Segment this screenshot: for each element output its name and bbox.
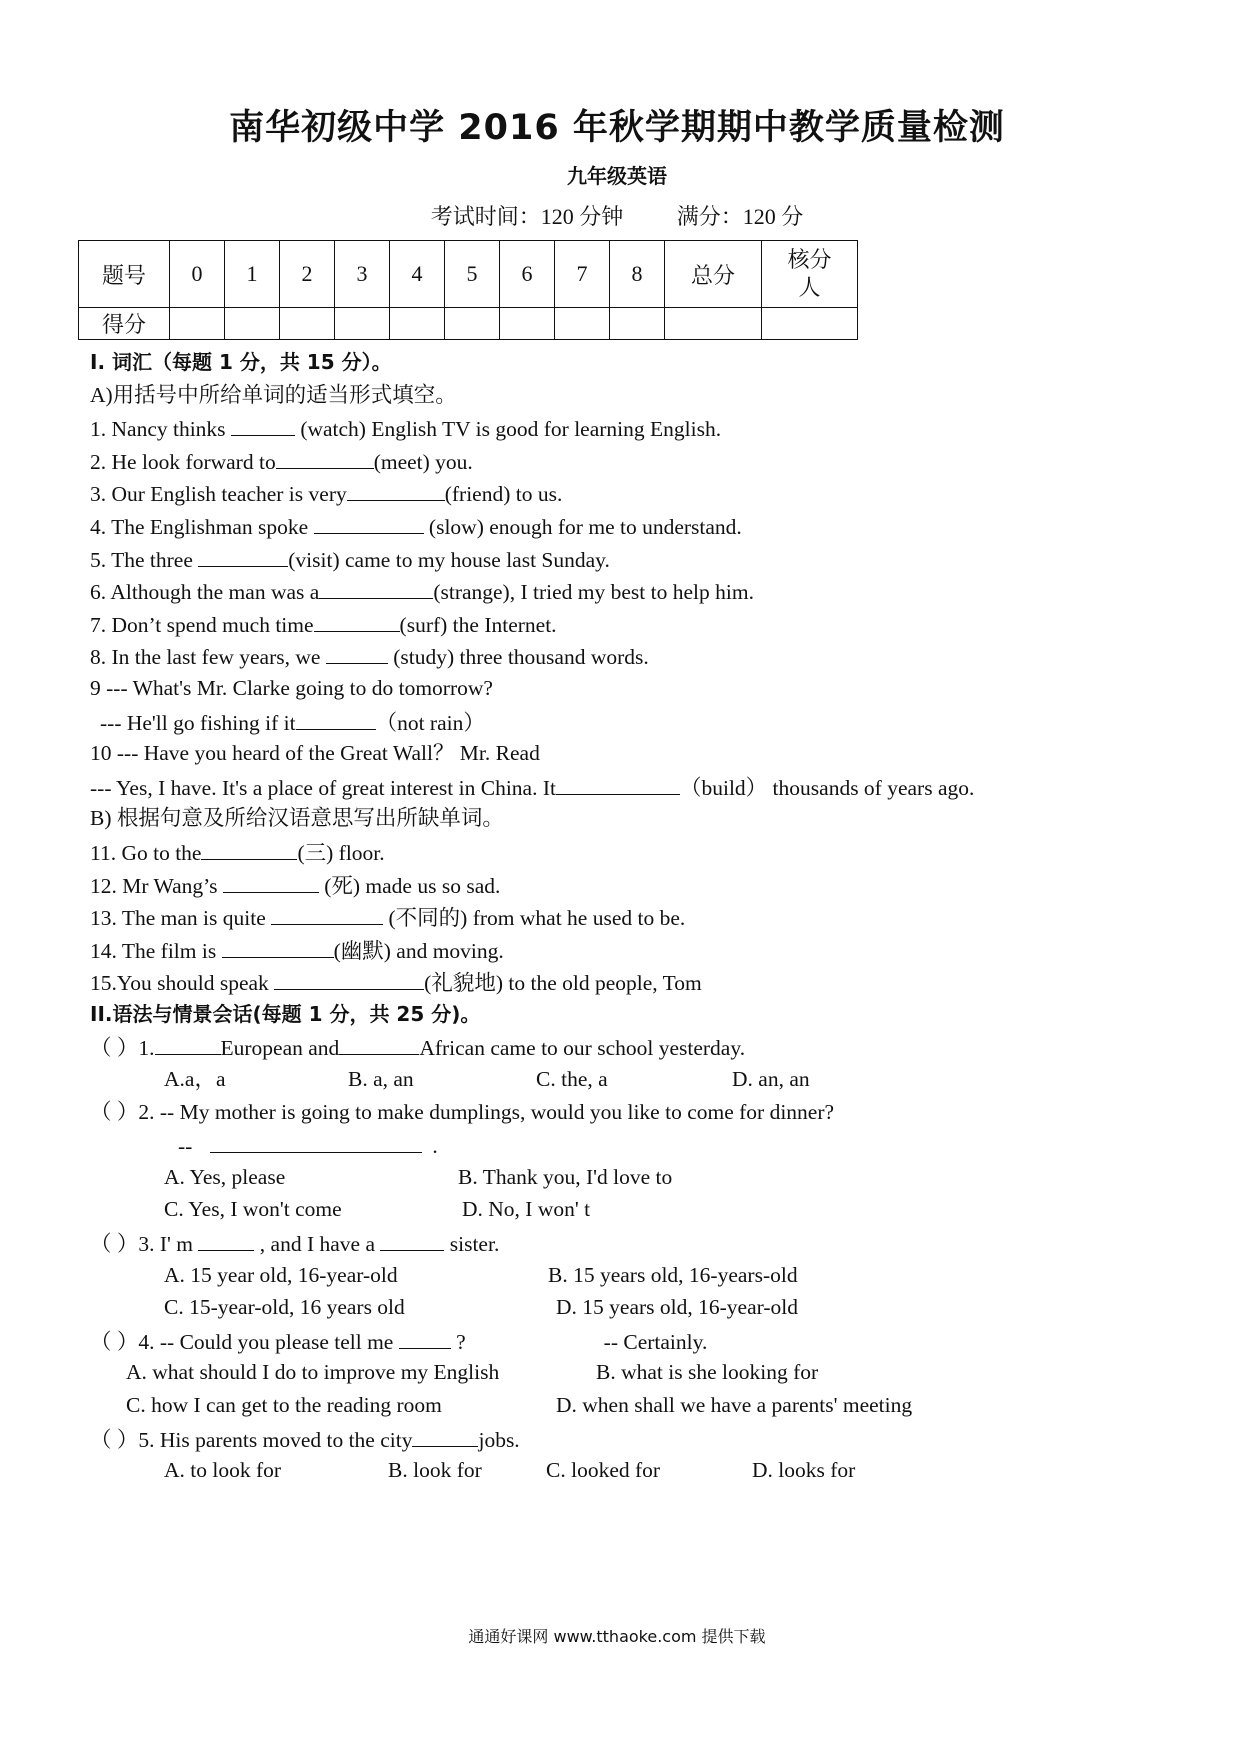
- q-text: African came to our school yesterday.: [419, 1036, 746, 1061]
- answer-paren[interactable]: （ ）: [90, 1099, 139, 1124]
- question-9-reply: [90, 705, 1190, 738]
- mc-options-4-row1: [90, 1356, 1190, 1389]
- question-14: [90, 933, 1190, 966]
- score-entry[interactable]: [762, 308, 858, 340]
- exam-time: 考试时间：120 分钟: [430, 204, 624, 229]
- part-b-instruction: B) 根据句意及所给汉语意思写出所缺单词。: [90, 806, 504, 831]
- score-cell: 0: [170, 241, 225, 308]
- score-entry[interactable]: [390, 308, 445, 340]
- q-text: (死) made us so sad.: [318, 873, 501, 898]
- mc-question-5: [90, 1422, 1190, 1455]
- score-cell: 题号: [79, 241, 170, 308]
- question-11: [90, 835, 1190, 868]
- score-entry[interactable]: [665, 308, 762, 340]
- exam-content: [90, 346, 1190, 1487]
- score-cell: 3: [335, 241, 390, 308]
- part-a-instruction: A)用括号中所给单词的适当形式填空。: [90, 382, 457, 407]
- question-6: [90, 574, 1190, 607]
- q-text: 6. Although the man was a: [90, 580, 320, 605]
- score-entry[interactable]: [225, 308, 280, 340]
- q-text: 5. His parents moved to the city: [138, 1427, 413, 1452]
- section-2-title: II.语法与情景会话(每题 1 分，共 25 分)。: [90, 1001, 481, 1026]
- q-text: , and I have a: [254, 1232, 381, 1257]
- answer-blank[interactable]: [399, 1324, 451, 1349]
- answer-paren[interactable]: （ ）: [90, 1329, 139, 1354]
- q-text: 5. The three: [90, 547, 199, 572]
- score-cell: 5: [445, 241, 500, 308]
- score-cell: 6: [500, 241, 555, 308]
- option-d[interactable]: D. when shall we have a parents' meeting: [556, 1393, 913, 1417]
- q-text: ?: [450, 1329, 466, 1354]
- option-d[interactable]: D. an, an: [732, 1067, 810, 1092]
- q-text: (meet) you.: [373, 449, 473, 474]
- answer-blank[interactable]: [198, 542, 288, 567]
- q-text: --: [178, 1134, 193, 1159]
- q-text: .: [432, 1134, 438, 1159]
- score-row-label: 得分: [79, 308, 170, 340]
- score-cell: 4: [390, 241, 445, 308]
- score-table-score-row: [79, 308, 858, 340]
- option-c[interactable]: C. Yes, I won't come: [164, 1197, 342, 1222]
- question-3: [90, 476, 1190, 509]
- exam-full-score: 满分：120 分: [676, 204, 804, 229]
- question-4: [90, 509, 1190, 542]
- mc-question-2-reply: [90, 1128, 1190, 1161]
- option-b[interactable]: B. what is she looking for: [596, 1360, 819, 1385]
- q-text: 3. I' m: [138, 1232, 199, 1257]
- q-text: jobs.: [478, 1427, 520, 1452]
- question-5: [90, 542, 1190, 575]
- answer-blank[interactable]: [231, 411, 295, 436]
- q-text: (幽默) and moving.: [333, 938, 504, 963]
- q-text: --- He'll go fishing if it: [100, 710, 296, 735]
- q-text: (friend) to us.: [444, 482, 563, 507]
- answer-blank[interactable]: [210, 1128, 422, 1153]
- q-text: --- Yes, I have. It's a place of great interest in China. It: [90, 775, 556, 800]
- q-text: -- Certainly.: [603, 1329, 708, 1354]
- q-text: （build） thousands of years ago.: [679, 775, 975, 800]
- q-text: sister.: [444, 1232, 500, 1257]
- answer-blank[interactable]: [380, 1226, 444, 1251]
- answer-blank[interactable]: [274, 965, 424, 990]
- question-9: 9 --- What's Mr. Clarke going to do tomorrow?: [90, 675, 493, 700]
- q-text: 13. The man is quite: [90, 906, 272, 931]
- question-2: [90, 444, 1190, 477]
- q-text: 2. He look forward to: [90, 449, 276, 474]
- q-text: 14. The film is: [90, 938, 222, 963]
- q-text: (slow) enough for me to understand.: [423, 514, 742, 539]
- score-cell: 2: [280, 241, 335, 308]
- q-text: (三) floor.: [297, 840, 385, 865]
- answer-paren[interactable]: （ ）: [90, 1427, 139, 1452]
- q-text: (surf) the Internet.: [399, 612, 557, 637]
- answer-blank[interactable]: [339, 1030, 419, 1055]
- score-entry[interactable]: [555, 308, 610, 340]
- answer-blank[interactable]: [271, 900, 383, 925]
- option-c[interactable]: C. the, a: [536, 1067, 608, 1092]
- q-text: (strange), I tried my best to help him.: [433, 580, 754, 605]
- mc-question-3: [90, 1226, 1190, 1259]
- q-text: 15.You should speak: [90, 971, 275, 996]
- question-15: [90, 965, 1190, 998]
- mc-question-1: [90, 1030, 1190, 1063]
- score-entry[interactable]: [610, 308, 665, 340]
- score-entry[interactable]: [170, 308, 225, 340]
- question-8: [90, 639, 1190, 672]
- score-entry[interactable]: [335, 308, 390, 340]
- question-10: 10 --- Have you heard of the Great Wall？ Mr. Read: [90, 741, 540, 766]
- answer-blank[interactable]: [347, 476, 445, 501]
- mc-options-1: [90, 1063, 1190, 1096]
- option-a[interactable]: A. Yes, please: [164, 1164, 286, 1189]
- option-a[interactable]: A. to look for: [164, 1458, 282, 1483]
- question-12: [90, 868, 1190, 901]
- q-text: (study) three thousand words.: [387, 645, 649, 670]
- q-text: 4. -- Could you please tell me: [138, 1329, 399, 1354]
- q-text: 11. Go to the: [90, 840, 202, 865]
- option-b[interactable]: B. 15 years old, 16-years-old: [548, 1262, 798, 1287]
- option-a[interactable]: A.a，a: [164, 1067, 226, 1092]
- mc-question-2: [90, 1096, 1190, 1129]
- score-entry[interactable]: [280, 308, 335, 340]
- answer-blank[interactable]: [223, 868, 319, 893]
- answer-blank[interactable]: [296, 705, 376, 730]
- q-text: (不同的) from what he used to be.: [383, 906, 686, 931]
- option-c[interactable]: C. 15-year-old, 16 years old: [164, 1295, 405, 1320]
- answer-blank[interactable]: [326, 639, 388, 664]
- option-a[interactable]: A. 15 year old, 16-year-old: [164, 1262, 398, 1287]
- q-text: (visit) came to my house last Sunday.: [288, 547, 610, 572]
- option-d[interactable]: D. 15 years old, 16-year-old: [556, 1295, 798, 1320]
- mc-options-4-row2: [90, 1389, 1190, 1422]
- option-b[interactable]: B. Thank you, I'd love to: [458, 1164, 673, 1189]
- answer-blank[interactable]: [319, 574, 433, 599]
- exam-title: 南华初级中学 2016 年秋学期期中教学质量检测: [229, 108, 1005, 148]
- answer-blank[interactable]: [276, 444, 374, 469]
- q-text: 12. Mr Wang’s: [90, 873, 223, 898]
- answer-blank[interactable]: [155, 1030, 221, 1055]
- q-text: (watch) English TV is good for learning English.: [294, 417, 722, 442]
- answer-paren[interactable]: （ ）: [90, 1232, 139, 1257]
- score-entry[interactable]: [500, 308, 555, 340]
- q-text: 1. Nancy thinks: [90, 417, 231, 442]
- score-cell: 1: [225, 241, 280, 308]
- mc-options-2-row1: [90, 1161, 1190, 1194]
- q-text: 3. Our English teacher is very: [90, 482, 347, 507]
- answer-blank[interactable]: [412, 1422, 478, 1447]
- score-cell: 7: [555, 241, 610, 308]
- answer-blank[interactable]: [222, 933, 334, 958]
- section-1-title: I. 词汇（每题 1 分，共 15 分）。: [90, 350, 392, 374]
- q-text: European and: [220, 1036, 340, 1061]
- q-text: 1.: [138, 1036, 155, 1061]
- exam-subtitle: 九年级英语: [567, 164, 667, 188]
- q-text: （not rain）: [375, 710, 485, 735]
- option-c[interactable]: C. how I can get to the reading room: [126, 1393, 442, 1417]
- option-b[interactable]: B. a, an: [348, 1067, 414, 1092]
- answer-blank[interactable]: [198, 1226, 254, 1251]
- mc-question-4: [90, 1324, 1190, 1357]
- answer-blank[interactable]: [201, 835, 297, 860]
- q-text: (礼貌地) to the old people, Tom: [424, 971, 702, 996]
- exam-meta: [0, 200, 1234, 231]
- question-7: [90, 607, 1190, 640]
- answer-paren[interactable]: （ ）: [90, 1036, 139, 1061]
- question-1: [90, 411, 1190, 444]
- mc-options-3-row2: [90, 1291, 1190, 1324]
- mc-options-2-row2: [90, 1193, 1190, 1226]
- option-b[interactable]: B. look for: [388, 1458, 482, 1483]
- option-c[interactable]: C. looked for: [546, 1458, 661, 1483]
- option-d[interactable]: D. looks for: [752, 1458, 856, 1483]
- q-text: 7. Don’t spend much time: [90, 612, 314, 637]
- q-text: 8. In the last few years, we: [90, 645, 326, 670]
- option-a[interactable]: A. what should I do to improve my English: [126, 1360, 500, 1385]
- score-cell: 8: [610, 241, 665, 308]
- option-d[interactable]: D. No, I won' t: [462, 1197, 591, 1222]
- mc-options-5: [90, 1454, 1190, 1487]
- q-text: 2. -- My mother is going to make dumplings, would you like to come for dinner?: [138, 1099, 835, 1124]
- question-13: [90, 900, 1190, 933]
- footer-credit: 通通好课网 www.tthaoke.com 提供下载: [468, 1627, 766, 1646]
- question-10-reply: [90, 770, 1190, 803]
- q-text: 4. The Englishman spoke: [90, 514, 314, 539]
- score-table: [78, 240, 858, 340]
- score-cell: 总分: [665, 241, 762, 308]
- score-cell: 核分人: [762, 241, 858, 308]
- score-table-header-row: [79, 241, 858, 308]
- mc-options-3-row1: [90, 1259, 1190, 1292]
- answer-blank[interactable]: [314, 509, 424, 534]
- answer-blank[interactable]: [314, 607, 400, 632]
- answer-blank[interactable]: [556, 770, 680, 795]
- score-entry[interactable]: [445, 308, 500, 340]
